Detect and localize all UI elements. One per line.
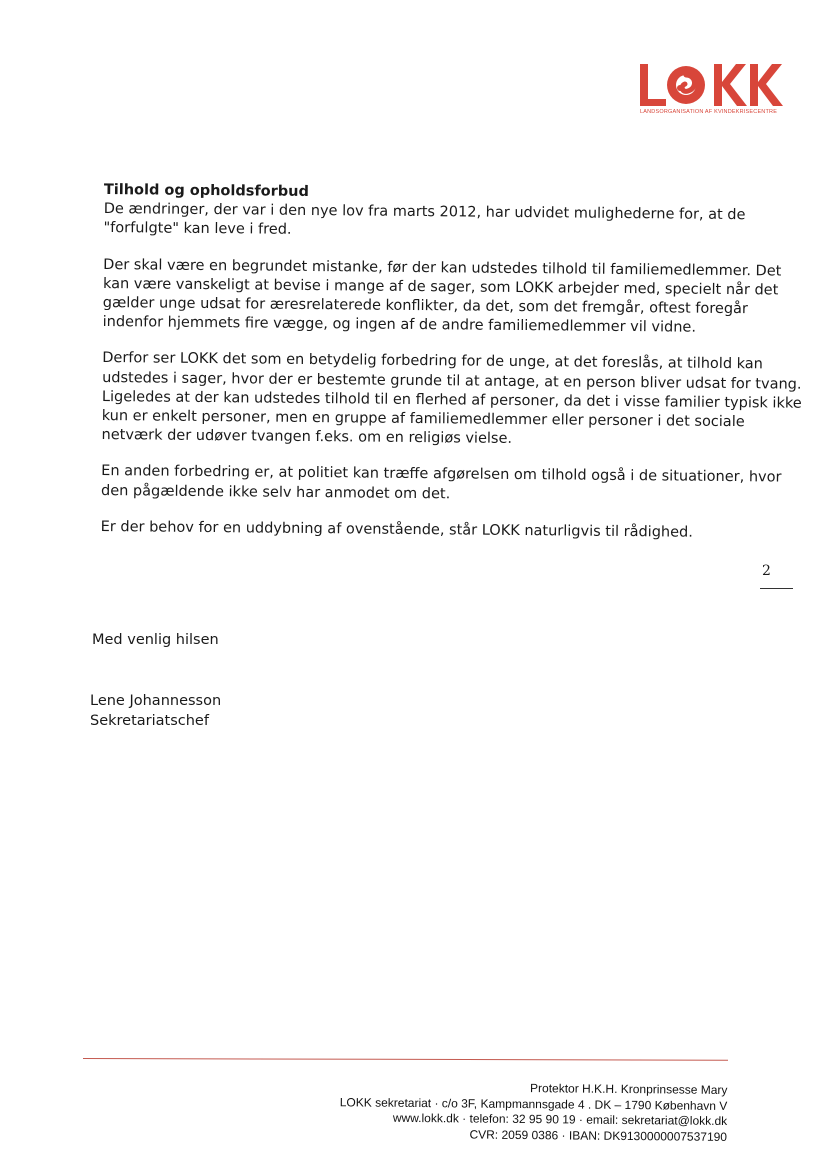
paragraph-line: En anden forbedring er, at politiet kan træffe afgørelsen om tilhold også i de situationer, hvor bbox=[101, 463, 782, 486]
footer bbox=[340, 1079, 728, 1145]
signature-block bbox=[90, 691, 221, 731]
paragraph-1 bbox=[103, 200, 746, 245]
paragraph-5 bbox=[101, 518, 741, 543]
paragraph-line: Der skal være en begrundet mistanke, før der kan udstedes tilhold til familiemedlemmer. Det bbox=[103, 256, 782, 280]
paragraph-line: De ændringer, der var i den nye lov fra marts 2012, har udvidet mulighederne for, at de bbox=[103, 201, 746, 224]
paragraph-line: kan være vanskeligt at bevise i mange af de sager, som LOKK arbejder med, specielt når det bbox=[102, 275, 779, 299]
paragraph-line: kun er enkelt personer, men en gruppe af familiemedlemmer eller personer i det sociale bbox=[101, 408, 745, 431]
paragraph-3 bbox=[101, 349, 802, 451]
paragraph-line: Ligeledes at der kan udstedes tilhold til en flerhed af personer, da det i visse familier typisk ikke bbox=[101, 388, 802, 412]
closing-salutation: Med venlig hilsen bbox=[92, 632, 219, 648]
letter-body bbox=[100, 181, 802, 560]
footer-divider bbox=[83, 1058, 728, 1061]
lokk-logo-mark bbox=[636, 58, 786, 114]
signer-name: Lene Johannesson bbox=[90, 693, 222, 709]
signer-title: Sekretariatschef bbox=[90, 713, 209, 729]
paragraph-2 bbox=[102, 256, 782, 339]
footer-address: LOKK sekretariat · c/o 3F, Kampmannsgade 4 . DK – 1790 København V bbox=[340, 1094, 728, 1113]
paragraph-line: den pågældende ikke selv har anmodet om det. bbox=[100, 482, 451, 502]
paragraph-line: Derfor ser LOKK det som en betydelig forbedring for de unge, at det foreslås, at tilhold kan bbox=[102, 350, 763, 373]
logo-tagline: LANDSORGANISATION AF KVINDEKRISECENTRE bbox=[640, 109, 778, 115]
paragraph-line: udstedes i sager, hvor der er bestemte grunde til at antage, at en person bliver udsat for tvang. bbox=[102, 369, 802, 393]
paragraph-line: netværk der udøver tvangen f.eks. om en religiøs vielse. bbox=[101, 427, 513, 448]
footer-bank: CVR: 2059 0386 · IBAN: DK9130000007537190 bbox=[469, 1127, 728, 1144]
paragraph-line: "forfulgte" kan leve i fred. bbox=[103, 220, 292, 239]
footer-contact: www.lokk.dk · telefon: 32 95 90 19 · email: sekretariat@lokk.dk bbox=[393, 1110, 728, 1128]
section-heading: Tilhold og opholdsforbud bbox=[103, 181, 309, 200]
paragraph-line: indenfor hjemmets fire vægge, og ingen af de andre familiemedlemmer vil vidne. bbox=[102, 314, 697, 336]
page-number: 2 bbox=[762, 563, 771, 579]
paragraph-4 bbox=[100, 462, 782, 507]
page-number-rule bbox=[760, 588, 793, 589]
paragraph-line: gælder unge udsat for æresrelaterede konflikter, da det, som det fremgår, oftest foregår bbox=[102, 295, 749, 318]
paragraph-line: Er der behov for en uddybning af ovenstående, står LOKK naturligvis til rådighed. bbox=[100, 518, 693, 541]
footer-patron: Protektor H.K.H. Kronprinsesse Mary bbox=[530, 1081, 728, 1097]
